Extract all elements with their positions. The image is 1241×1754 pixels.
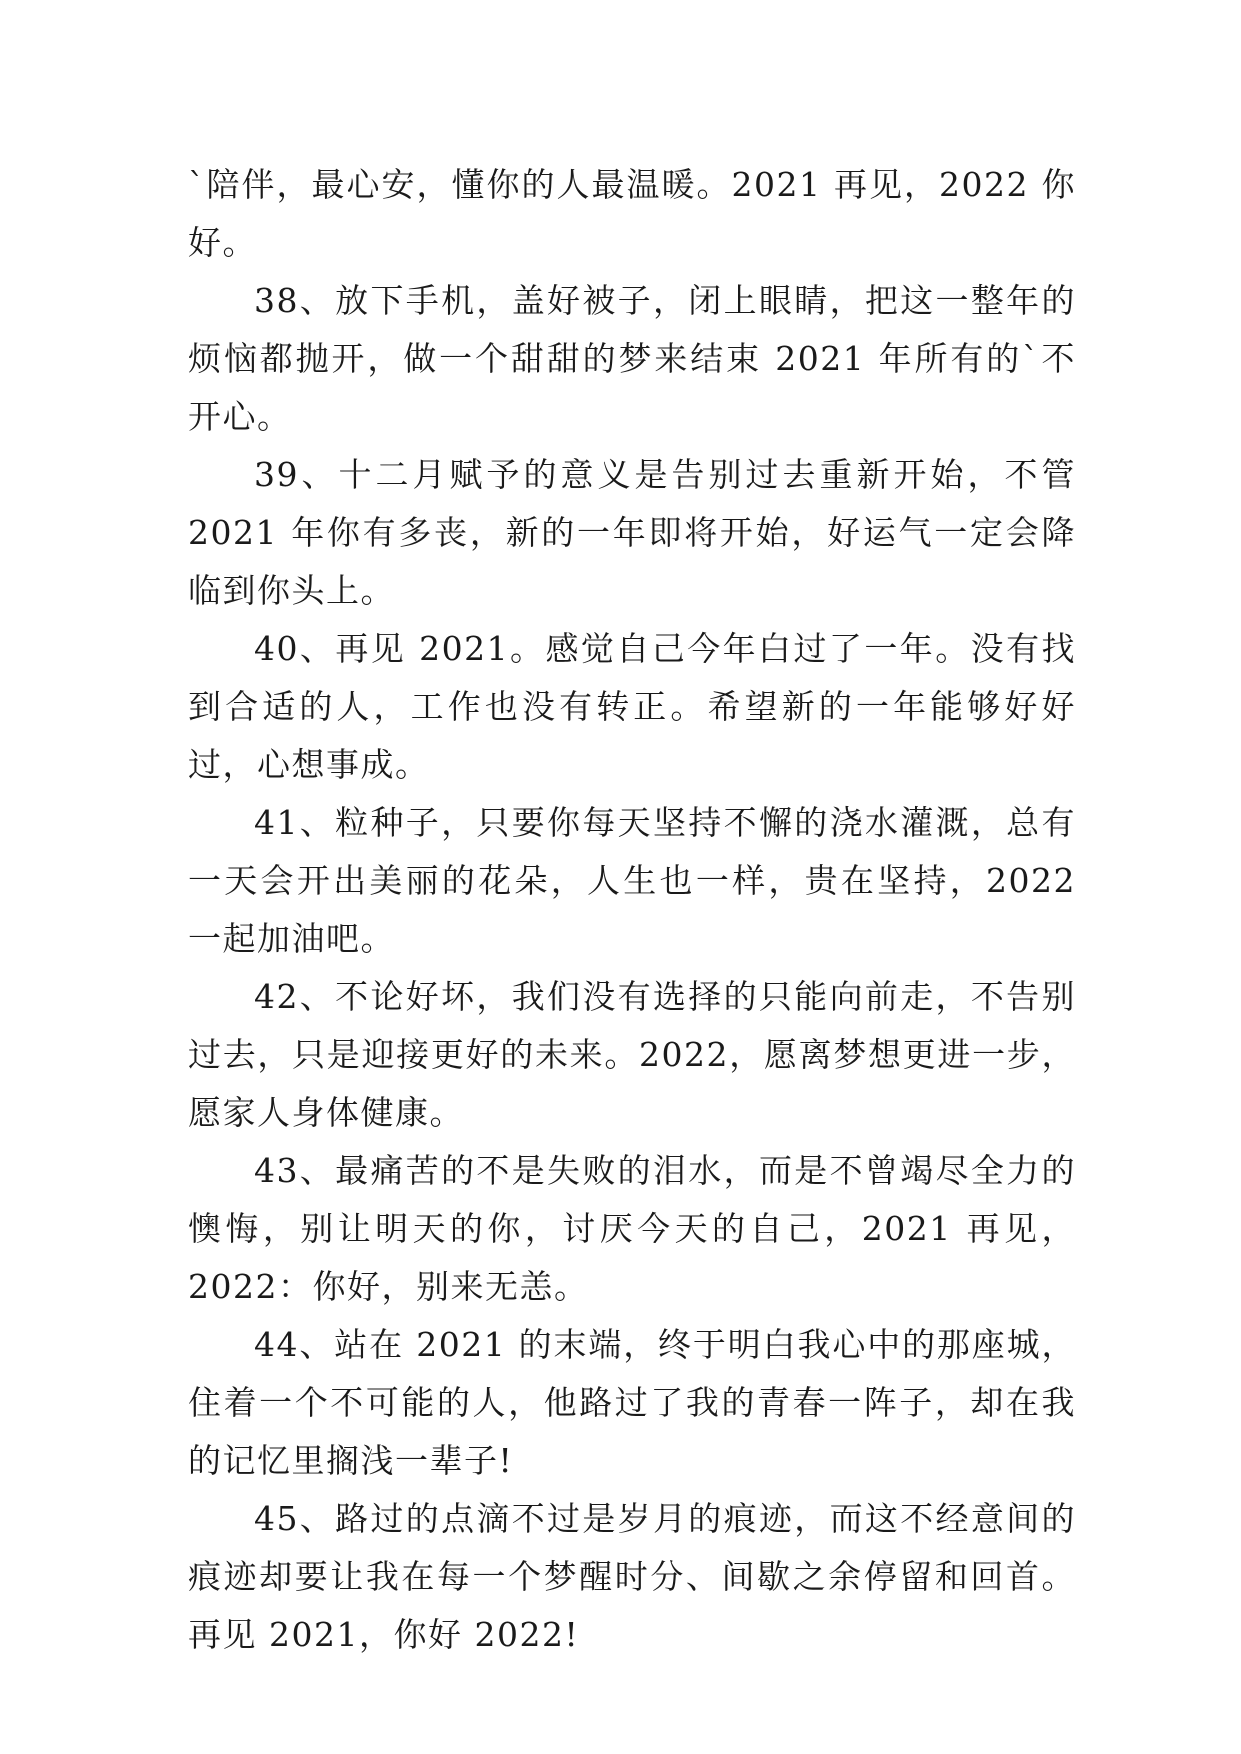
paragraph-38: 38、放下手机，盖好被子，闭上眼睛，把这一整年的烦恼都抛开，做一个甜甜的梦来结束 2021 年所有的`不开心。 (188, 281, 1076, 436)
paragraph-39: 39、十二月赋予的意义是告别过去重新开始，不管 2021 年你有多丧，新的一年即将开始，好运气一定会降临到你头上。 (188, 455, 1076, 610)
paragraph-45: 45、路过的点滴不过是岁月的痕迹，而这不经意间的痕迹却要让我在每一个梦醒时分、间歇之余停留和回首。再见 2021，你好 2022! (188, 1499, 1076, 1654)
paragraph-40: 40、再见 2021。感觉自己今年白过了一年。没有找到合适的人，工作也没有转正。希望新的一年能够好好过，心想事成。 (188, 629, 1076, 784)
paragraph-43: 43、最痛苦的不是失败的泪水，而是不曾竭尽全力的懊悔，别让明天的你，讨厌今天的自己，2021 再见，2022：你好，别来无恙。 (188, 1151, 1076, 1306)
paragraph-41: 41、粒种子，只要你每天坚持不懈的浇水灌溉，总有一天会开出美丽的花朵，人生也一样，贵在坚持，2022 一起加油吧。 (188, 803, 1076, 958)
paragraph-37-continuation: `陪伴，最心安，懂你的人最温暖。2021 再见，2022 你好。 (188, 165, 1076, 262)
paragraph-44: 44、站在 2021 的末端，终于明白我心中的那座城，住着一个不可能的人，他路过了我的青春一阵子，却在我的记忆里搁浅一辈子! (188, 1325, 1076, 1480)
paragraph-42: 42、不论好坏，我们没有选择的只能向前走，不告别过去，只是迎接更好的未来。2022，愿离梦想更进一步，愿家人身体健康。 (188, 977, 1076, 1132)
document-body (188, 156, 1076, 1664)
